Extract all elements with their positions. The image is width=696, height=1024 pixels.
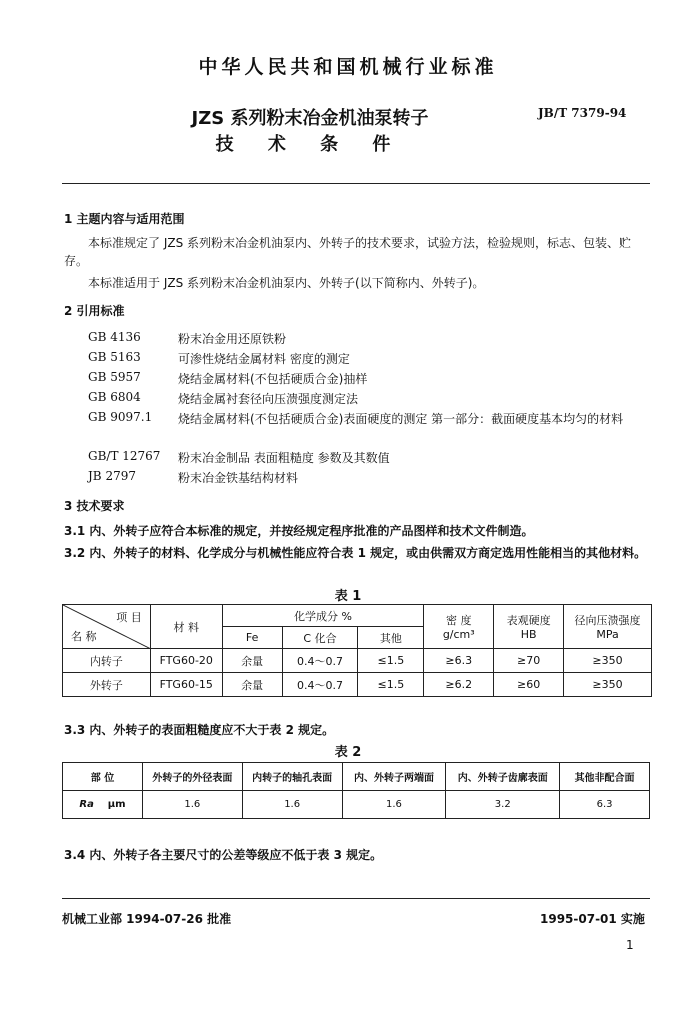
cell-value: 1.6: [142, 791, 242, 819]
header-material: 材 料: [150, 605, 222, 649]
header-name: 名 称: [71, 630, 97, 643]
ref-name: 粉末冶金铁基结构材料: [178, 471, 299, 485]
ref-name: 可渗性烧结金属材料 密度的测定: [178, 352, 350, 366]
ref-code: GB 9097.1: [88, 410, 153, 424]
col-header: 内、外转子两端面: [342, 763, 446, 791]
ref-name: 烧结金属衬套径向压溃强度测定法: [178, 392, 359, 406]
ref-name: 粉末冶金用还原铁粉: [178, 332, 287, 346]
section-3-heading: 3 技术要求: [64, 499, 125, 513]
cell-c: 0.4～0.7: [282, 649, 358, 673]
header-density: [424, 605, 494, 649]
cell-strength: ≥350: [564, 649, 652, 673]
cell-value: 3.2: [446, 791, 560, 819]
header-fe: Fe: [222, 627, 282, 649]
cell-fe: 余量: [222, 673, 282, 697]
section-1-para-2: 本标准适用于 JZS 系列粉末冶金机油泵内、外转子(以下简称内、外转子)。: [88, 276, 485, 290]
approval-date: 机械工业部 1994-07-26 批准: [62, 912, 232, 926]
col-header: 内转子的轴孔表面: [242, 763, 342, 791]
clause-3-1: 3.1 内、外转子应符合本标准的规定，并按经规定程序批准的产品图样和技术文件制造。: [64, 524, 534, 538]
cell-strength: ≥350: [564, 673, 652, 697]
cell-value: 1.6: [342, 791, 446, 819]
doc-subtitle: 技 术 条 件: [215, 134, 405, 155]
header-other: 其他: [358, 627, 424, 649]
strength-unit: MPa: [596, 628, 619, 641]
ref-code: GB 5163: [88, 350, 141, 364]
ref-code: GB/T 12767: [88, 449, 161, 463]
header-strength: [564, 605, 652, 649]
row-label-cell: [63, 791, 143, 819]
table-1-caption: 表 1: [334, 589, 362, 604]
standard-code: JB/T 7379-94: [538, 106, 627, 120]
page-number: 1: [626, 938, 634, 952]
cell-material: FTG60-20: [150, 649, 222, 673]
ref-code: GB 4136: [88, 330, 141, 344]
effective-date: 1995-07-01 实施: [540, 912, 645, 926]
header-rule: [62, 183, 650, 184]
header-hardness: [494, 605, 564, 649]
cell-value: 6.3: [560, 791, 650, 819]
cell-name: 外转子: [63, 673, 151, 697]
density-label: 密 度: [446, 614, 472, 627]
ref-code: JB 2797: [88, 469, 136, 483]
cell-other: ≤1.5: [358, 673, 424, 697]
col-header: 内、外转子齿廓表面: [446, 763, 560, 791]
table-2-caption: 表 2: [334, 745, 362, 760]
strength-label: 径向压溃强度: [574, 614, 641, 627]
table-2: [62, 762, 650, 819]
cell-fe: 余量: [222, 649, 282, 673]
cell-value: 1.6: [242, 791, 342, 819]
cell-density: ≥6.3: [424, 649, 494, 673]
hardness-label: 表观硬度: [506, 614, 551, 627]
clause-3-4: 3.4 内、外转子各主要尺寸的公差等级应不低于表 3 规定。: [64, 848, 383, 862]
cell-c: 0.4～0.7: [282, 673, 358, 697]
table-row: [63, 673, 652, 697]
clause-3-2: 3.2 内、外转子的材料、化学成分与机械性能应符合表 1 规定，或由供需双方商定选用性能相当的其他材料。: [64, 546, 647, 560]
doc-title: JZS 系列粉末冶金机油泵转子: [191, 108, 429, 129]
header-part: 部 位: [63, 763, 143, 791]
cell-material: FTG60-15: [150, 673, 222, 697]
table-row: [63, 649, 652, 673]
ref-name: 粉末冶金制品 表面粗糙度 参数及其数值: [178, 451, 390, 465]
cell-name: 内转子: [63, 649, 151, 673]
clause-3-3: 3.3 内、外转子的表面粗糙度应不大于表 2 规定。: [64, 723, 335, 737]
hardness-unit: HB: [520, 628, 537, 641]
cell-hardness: ≥70: [494, 649, 564, 673]
ra-symbol: Ra: [79, 799, 94, 810]
col-header: 外转子的外径表面: [142, 763, 242, 791]
ref-code: GB 5957: [88, 370, 141, 384]
section-1-para-1: 本标准规定了 JZS 系列粉末冶金机油泵内、外转子的技术要求，试验方法，检验规则，标志、包装、贮存。: [64, 236, 632, 268]
issuing-org: 中华人民共和国机械行业标准: [198, 56, 498, 78]
cell-density: ≥6.2: [424, 673, 494, 697]
col-header: 其他非配合面: [560, 763, 650, 791]
section-1-heading: 1 主题内容与适用范围: [64, 212, 185, 226]
table-row: [63, 791, 650, 819]
header-item: 项 目: [116, 611, 142, 624]
section-2-heading: 2 引用标准: [64, 304, 125, 318]
ref-code: GB 6804: [88, 390, 141, 404]
table-1: [62, 604, 652, 697]
diagonal-header-cell: [63, 605, 151, 649]
ref-name: 烧结金属材料(不包括硬质合金)表面硬度的测定 第一部分：截面硬度基本均匀的材料: [178, 412, 624, 426]
ra-unit: μm: [107, 799, 126, 810]
cell-other: ≤1.5: [358, 649, 424, 673]
density-unit: g/cm³: [442, 628, 475, 641]
ref-name: 烧结金属材料(不包括硬质合金)抽样: [178, 372, 368, 386]
cell-hardness: ≥60: [494, 673, 564, 697]
footer-rule: [62, 898, 650, 899]
header-chem: 化学成分 %: [222, 605, 424, 627]
header-c: C 化合: [282, 627, 358, 649]
